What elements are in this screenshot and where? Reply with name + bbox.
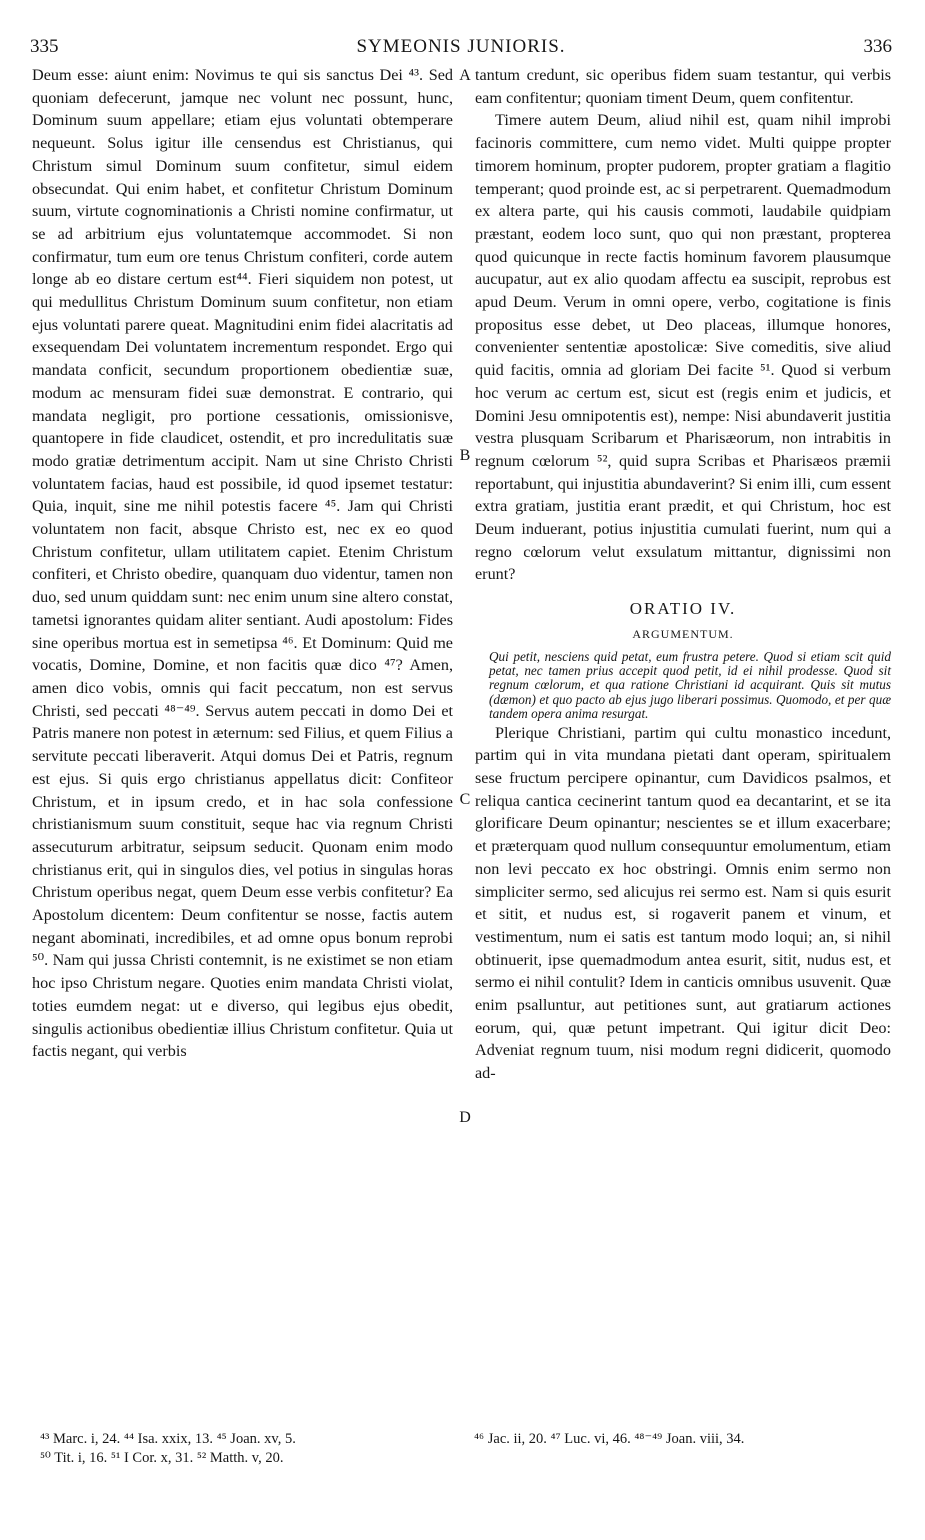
margin-letter-b: B <box>459 447 471 464</box>
page-number-right: 336 <box>863 36 892 57</box>
right-paragraph: Timere autem Deum, aliud nihil est, quam nihil improbi facinoris committere, cum nemo videt. Multi quippe propter timorem hominum, propter pudorem, propter gratiam a flagitio temperant; quod proinde est, ac si perpetrarent. Quemadmodum ex altera parte, qui his causis commoti, laudabile quidpiam præstant, eodem loco sunt, quo qui non præstant, propterea quod quicunque in recte factis hominum favorem plausumque aucupatur, aut ex alio quodam affectu ea suscipit, reprobus est apud Deum. Verum in omni opere, verbo, cogitatione is finis propositus esse debet, ut Deo placeas, illumque honores, convenienter sententiæ apostolicæ: Sive comeditis, sive aliud quid facitis, omnia ad gloriam Dei facite ⁵¹. Quod si verbum hoc verum ac certum est, sicut est (regis enim et judicis, et Domini Jesu omnipotentis est), nempe: Nisi abundaverit justitia vestra plusquam Scribarum et Pharisæorum, non intrabitis in regnum cœlorum ⁵², quid supra Scribas et Pharisæos præmii reportabunt, qui injustitia abundaverint? Si enim illi, cum essent extra gratiam, justitia erant prædit, et qui Christum, hoc est Deum induerant, potius injustitia cumulati fuerint, num qui a regno cœlorum velut exsulatum mittantur, dignissimi non erunt? <box>475 111 891 584</box>
page-header <box>30 34 892 60</box>
right-column <box>475 64 891 1085</box>
page-number-left: 335 <box>30 36 59 57</box>
left-column <box>32 64 453 1063</box>
argumentum-text: Qui petit, nesciens quid petat, eum frustra petere. Quod si etiam scit quid petat, nec tamen prius accepit quod petit, id ei nihil prodesse. Quod sit regnum cœlorum, et qua ratione Christiani id acquirant. Quis sit mutus (dæmon) et quo pacto ab ejus jugo liberari possimus. Quomodo, et per quæ tandem opera anima resurgat. <box>489 648 891 722</box>
footnote-line: ⁴⁶ Jac. ii, 20. ⁴⁷ Luc. vi, 46. ⁴⁸⁻⁴⁹ Joan. viii, 34. <box>474 1431 745 1447</box>
footnote-line: ⁴³ Marc. i, 24. ⁴⁴ Isa. xxix, 13. ⁴⁵ Joan. xv, 5. <box>40 1431 296 1447</box>
margin-letter-c: C <box>459 791 471 808</box>
footnotes-right <box>474 1430 894 1449</box>
footnote-line: ⁵⁰ Tit. i, 16. ⁵¹ I Cor. x, 31. ⁵² Matth. v, 20. <box>40 1450 284 1466</box>
footnotes-left <box>40 1430 480 1468</box>
margin-letter-d: D <box>459 1109 471 1126</box>
right-paragraph: Plerique Christiani, partim qui cultu monastico incedunt, partim qui in vita mundana pietati dant operam, spiritualem sese fructum percipere opinantur, cum Davidicos psalmos, et reliqua cantica cecinerint tantum quod ea decantarint, et se ita glorificare Deum opinantur; nescientes se et illum exacerbare; et præterquam quod nullum consequuntur emolumentum, etiam non levi peccato ex hoc obstringi. Omnis enim sermo non simpliciter sermo, sed alicujus rei sermo est. Nam si quis esurit et sitit, et nudus est, si rogaverit panem et vinum, et vestimentum, num ei satis est tantum modo loqui; an, si nihil obtinuerit, ipse quemadmodum antea esurit, sitit, nudus est, et sermo ei nihil contulit? Idem in canticis omnibus usuvenit. Quæ enim psalluntur, aut petitiones sunt, aut gratiarum actiones eorum, qui, quæ petunt impetrant. Qui igitur dicit Deo: Adveniat regnum tuum, nisi modum regni didicerit, quomodo ad- <box>475 723 891 1083</box>
margin-letter-a: A <box>459 67 471 84</box>
running-title: SYMEONIS JUNIORIS. <box>356 36 566 57</box>
argumentum-heading: ARGUMENTUM. <box>632 626 734 641</box>
right-paragraph: tantum credunt, sic operibus fidem suam testantur, qui verbis eam confitentur; quoniam timent Deum, quem confitentur. <box>475 66 891 107</box>
oratio-heading: ORATIO IV. <box>629 599 737 619</box>
left-paragraph: Deum esse: aiunt enim: Novimus te qui sis sanctus Dei ⁴³. Sed quoniam defecerunt, jamque nec volunt nec possunt, hunc, Dominum suum appellare; etiam ejus voluntati obtemperare nequeunt. Solus igitur ille censendus est Christianus, qui Christum simul Dominum suum confitetur, simul eidem obsecundat. Qui enim habet, et confitetur Christum Dominum suum, virtute cognominationis a Christi nomine confirmatur, ut se ad arbitrium ejus voluntatemque accommodet. Si non confirmatur, tum eum ore tenus Christum confiteri, corde autem longe ab eo distare certum est⁴⁴. Fieri siquidem non potest, ut qui medullitus Christum Dominum suum confitetur, non etiam ejus voluntati parere queat. Magnitudini enim fidei alacritatis ad exsequendam Dei voluntatem incrementum respondet. Ergo qui mandata conficit, secundum proportionem obedientiæ suæ, modum ac mensuram fidei suæ demonstrat. E contrario, qui mandata negligit, pro portione cessationis, omissionisve, quantopere in fide claudicet, ostendit, et pro incredulitatis suæ modo gratiæ detrimentum accipit. Nam ut sine Christo Christi voluntatem facias, haud est possibile, id quod ipsemet testatur: Quia, inquit, sine me nihil potestis facere ⁴⁵. Jam qui Christi voluntatem non facit, absque Christo est, nec ex eo quod Christum confitetur, ullam utilitatem capiet. Etenim Christum confiteri, et Christo obedire, quanquam duo videntur, tamen non duo, sed unum quiddam sunt: nec enim unum sine altero constat, tametsi ignorantes quidam aliter sentiant. Audi apostolum: Fides sine operibus mortua est in semetipsa ⁴⁶. Et Dominum: Quid me vocatis, Domine, Domine, et non facitis quæ dico ⁴⁷? Amen, amen dico vobis, omnis qui facit peccatum, non est servus Christi, sed peccati ⁴⁸⁻⁴⁹. Servus autem peccati in domo Dei et Patris manere non potest in æternum: sed Filius, et quem Filius a servitute peccati liberaverit. Atqui domus Dei et Patris, regnum est ejus. Si quis ergo christianus appellatus dicit: Confiteor Christum, et in ipsum credo, et in hac sola confessione christianismum suum constituit, seque hac via regnum Christi assecuturum arbitratur, seipsum seducit. Quonam enim modo christianus erit, qui in singulos dies, vel potius in singulas horas Christum operibus negat, quem Deum esse verbis confitetur? Ea Apostolum dicentem: Deum confitentur se nosse, factis autem negant abominati, incredibiles, et ad omne opus bonum reprobi ⁵⁰. Nam qui jussa Christi contemnit, is ne existimet se non etiam hoc ipso Christum negare. Quoties enim mandata Christi violat, toties eumdem negat: ut e diverso, qui legibus ejus obedit, singulis actionibus obedientiæ illius Christum confitetur. Quia ut factis negant, qui verbis <box>32 66 453 1061</box>
